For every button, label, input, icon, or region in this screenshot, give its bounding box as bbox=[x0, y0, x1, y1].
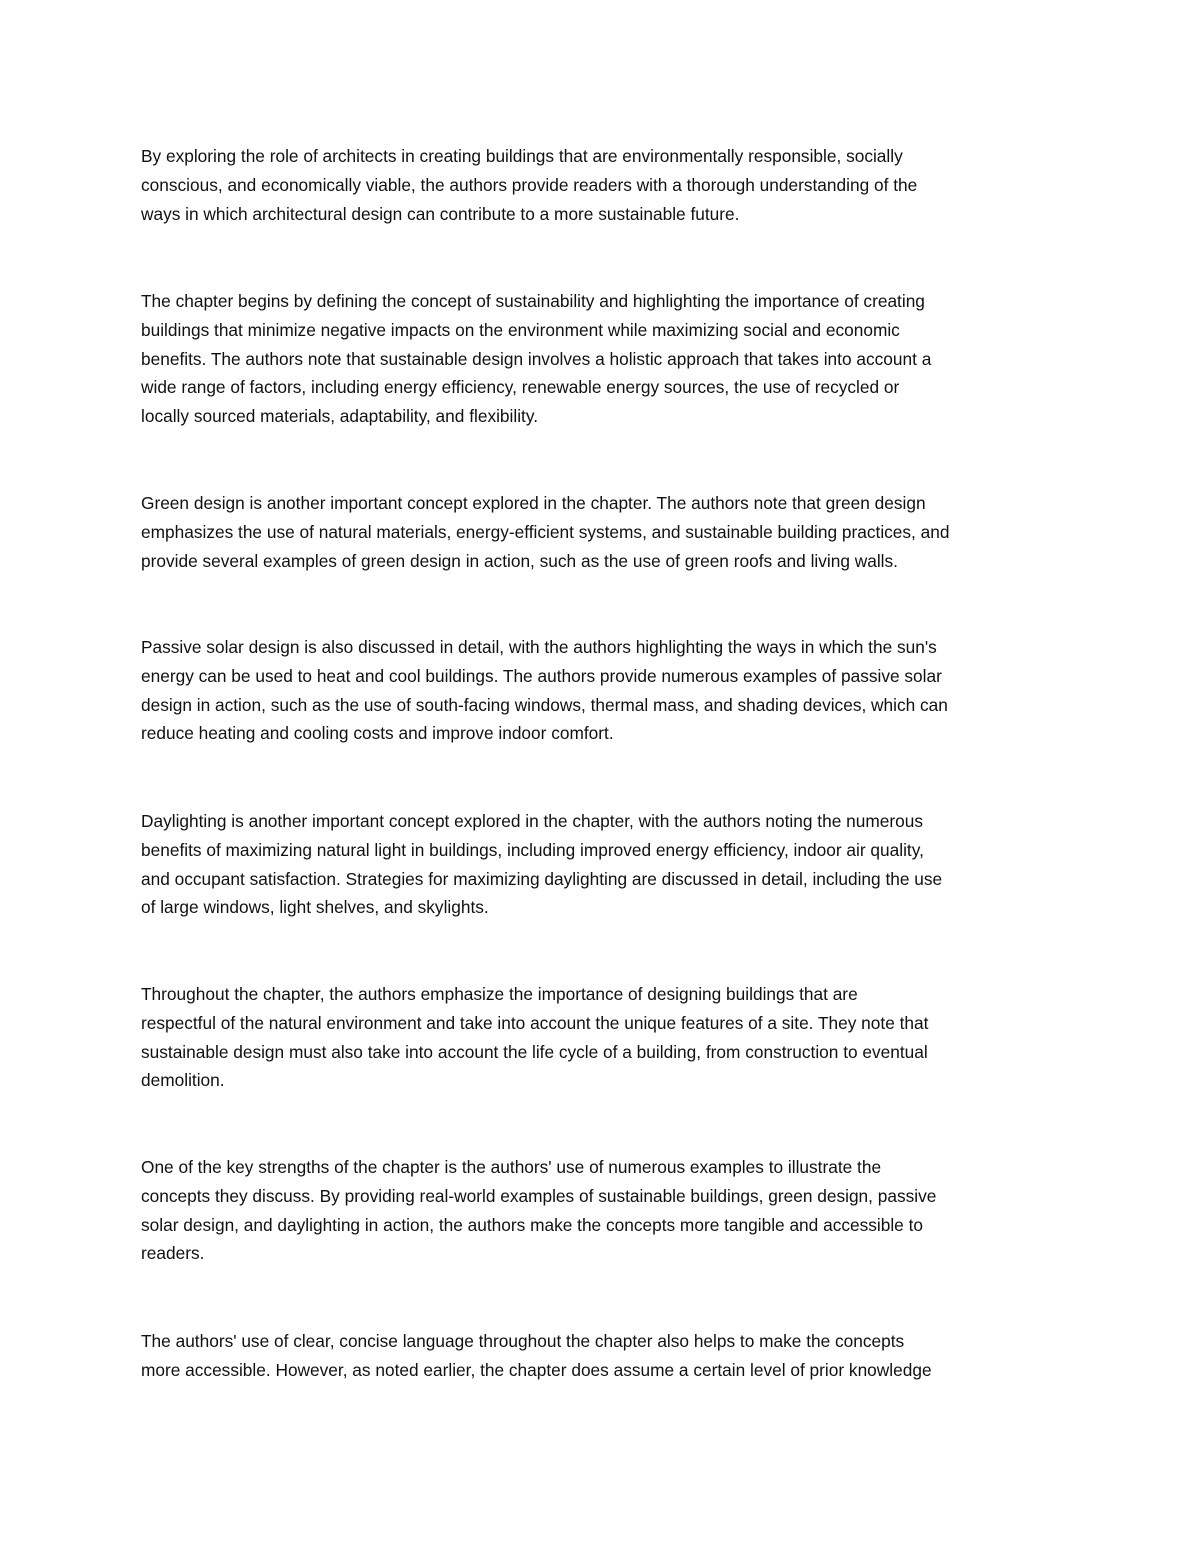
text-line: respectful of the natural environment and take into account the unique features of a site. They note that bbox=[141, 1012, 929, 1033]
text-line: and occupant satisfaction. Strategies for maximizing daylighting are discussed in detail, including the use bbox=[141, 868, 943, 889]
paragraph-natural-environment bbox=[141, 980, 928, 1095]
text-line: sustainable design must also take into account the life cycle of a building, from construction to eventual bbox=[141, 1041, 928, 1062]
paragraph-green-design bbox=[141, 489, 950, 575]
text-line: Passive solar design is also discussed in detail, with the authors highlighting the ways in which the sun's bbox=[141, 637, 937, 657]
text-line: conscious, and economically viable, the authors provide readers with a thorough understanding of the bbox=[141, 174, 918, 195]
paragraph-clear-language bbox=[141, 1327, 932, 1385]
text-line: ways in which architectural design can contribute to a more sustainable future. bbox=[141, 203, 740, 224]
text-line: demolition. bbox=[141, 1070, 225, 1091]
paragraph-daylighting bbox=[141, 807, 942, 922]
text-line: Daylighting is another important concept explored in the chapter, with the authors noting the numerous bbox=[141, 811, 923, 831]
text-line: benefits of maximizing natural light in buildings, including improved energy efficiency, indoor air quality, bbox=[141, 839, 924, 860]
text-line: One of the key strengths of the chapter is the authors' use of numerous examples to illustrate the bbox=[141, 1157, 882, 1177]
text-line: reduce heating and cooling costs and improve indoor comfort. bbox=[141, 723, 614, 744]
text-line: emphasizes the use of natural materials, energy-efficient systems, and sustainable building practices, and bbox=[141, 521, 950, 542]
paragraph-architects-role bbox=[141, 142, 917, 228]
text-line: wide range of factors, including energy efficiency, renewable energy sources, the use of recycled or bbox=[141, 377, 900, 398]
text-line: energy can be used to heat and cool buildings. The authors provide numerous examples of passive solar bbox=[141, 665, 942, 686]
text-line: By exploring the role of architects in creating buildings that are environmentally responsible, socially bbox=[141, 146, 903, 166]
text-line: The chapter begins by defining the concept of sustainability and highlighting the importance of creating bbox=[141, 291, 925, 311]
text-line: Green design is another important concept explored in the chapter. The authors note that green design bbox=[141, 493, 926, 513]
text-line: Throughout the chapter, the authors emphasize the importance of designing buildings that are bbox=[141, 984, 858, 1004]
text-line: The authors' use of clear, concise language throughout the chapter also helps to make the concepts bbox=[141, 1331, 905, 1351]
text-line: readers. bbox=[141, 1243, 205, 1264]
paragraph-sustainability-definition bbox=[141, 287, 931, 431]
paragraph-passive-solar bbox=[141, 633, 948, 748]
text-line: more accessible. However, as noted earlier, the chapter does assume a certain level of prior knowledge bbox=[141, 1359, 932, 1380]
text-line: locally sourced materials, adaptability, and flexibility. bbox=[141, 406, 539, 427]
text-line: design in action, such as the use of south-facing windows, thermal mass, and shading devices, which can bbox=[141, 694, 948, 715]
text-line: solar design, and daylighting in action, the authors make the concepts more tangible and accessible to bbox=[141, 1214, 923, 1235]
paragraph-key-strengths bbox=[141, 1153, 936, 1268]
text-line: benefits. The authors note that sustainable design involves a holistic approach that takes into account a bbox=[141, 348, 932, 369]
text-line: provide several examples of green design in action, such as the use of green roofs and living walls. bbox=[141, 550, 898, 571]
text-line: concepts they discuss. By providing real-world examples of sustainable buildings, green design, passive bbox=[141, 1185, 937, 1206]
text-line: buildings that minimize negative impacts on the environment while maximizing social and economic bbox=[141, 319, 900, 340]
text-line: of large windows, light shelves, and skylights. bbox=[141, 897, 489, 918]
